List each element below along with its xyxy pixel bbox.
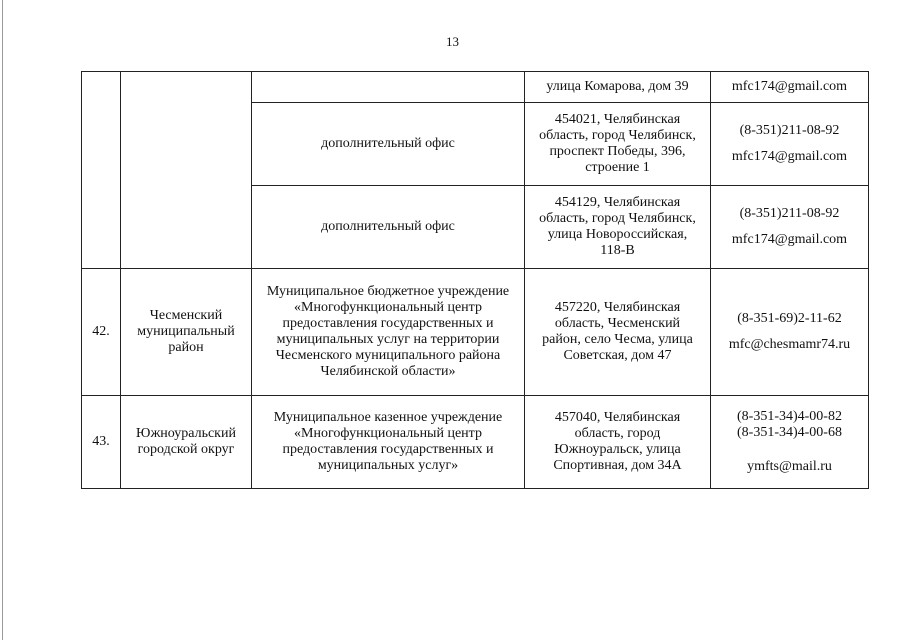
cell-contacts	[711, 186, 869, 269]
address-line: 457220, Челябинская	[554, 300, 681, 315]
organization-line: Чесменского муниципального района	[275, 348, 501, 363]
email-text: ymfts@mail.ru	[747, 459, 832, 474]
cell-number: 42.	[82, 269, 121, 396]
phone-text: (8-351-69)2-11-62	[737, 311, 842, 326]
phone-text: (8-351-34)4-00-82	[737, 409, 842, 424]
address-line: Спортивная, дом 34А	[553, 458, 682, 473]
address-line: улица Новороссийская,	[547, 227, 688, 242]
municipality-line: Южноуральский	[136, 426, 236, 441]
cell-address	[525, 186, 711, 269]
cell-address	[525, 72, 711, 103]
cell-organization	[252, 269, 525, 396]
cell-number	[82, 72, 121, 269]
table-row	[82, 72, 869, 103]
email-text: mfc174@gmail.com	[731, 79, 848, 94]
municipality-line: городской округ	[137, 442, 235, 457]
cell-municipality	[121, 269, 252, 396]
organization-line: муниципальных услуг на территории	[276, 332, 500, 347]
cell-address	[525, 396, 711, 489]
organization-line: Муниципальное бюджетное учреждение	[266, 284, 510, 299]
cell-number: 43.	[82, 396, 121, 489]
cell-contacts	[711, 396, 869, 489]
phone-text: (8-351-34)4-00-68	[737, 425, 842, 440]
address-line: строение 1	[585, 160, 650, 175]
address-line: область, город Челябинск,	[539, 211, 696, 226]
cell-address	[525, 103, 711, 186]
address-line: Советская, дом 47	[563, 348, 672, 363]
address-line: 454129, Челябинская	[554, 195, 681, 210]
address-line: 457040, Челябинская	[554, 410, 681, 425]
address-line: область, город Челябинск,	[539, 128, 696, 143]
cell-organization	[252, 72, 525, 103]
mfc-table	[81, 71, 869, 489]
cell-contacts	[711, 103, 869, 186]
phone-text: (8-351)211-08-92	[739, 206, 840, 221]
phone-text: (8-351)211-08-92	[739, 123, 840, 138]
email-text: mfc174@gmail.com	[731, 149, 848, 164]
address-line: Южноуральск, улица	[554, 442, 681, 457]
cell-organization	[252, 186, 525, 269]
address-line: 118-В	[600, 243, 635, 258]
cell-organization	[252, 103, 525, 186]
cell-contacts	[711, 72, 869, 103]
cell-contacts	[711, 269, 869, 396]
table-row	[82, 396, 869, 489]
organization-line: Муниципальное казенное учреждение	[273, 410, 503, 425]
address-line: 454021, Челябинская	[554, 112, 681, 127]
cell-address	[525, 269, 711, 396]
office-type: дополнительный офис	[321, 136, 455, 151]
address-line: проспект Победы, 396,	[549, 144, 686, 159]
office-type: дополнительный офис	[321, 219, 455, 234]
organization-line: предоставления государственных и	[282, 316, 494, 331]
address-line: область, Чесменский	[554, 316, 681, 331]
cell-municipality	[121, 72, 252, 269]
organization-line: Челябинской области»	[320, 364, 456, 379]
municipality-line: Чесменский	[149, 308, 223, 323]
cell-municipality	[121, 396, 252, 489]
municipality-line: муниципальный	[137, 324, 235, 339]
table-row	[82, 269, 869, 396]
address-line: область, город	[574, 426, 661, 441]
page-number: 13	[446, 34, 459, 49]
scan-edge-line	[2, 0, 3, 640]
email-text: mfc@chesmamr74.ru	[728, 337, 851, 352]
address-line: район, село Чесма, улица	[542, 332, 693, 347]
organization-line: предоставления государственных и	[282, 442, 494, 457]
cell-organization	[252, 396, 525, 489]
address-line: улица Комарова, дом 39	[546, 79, 689, 94]
organization-line: муниципальных услуг»	[317, 458, 459, 473]
organization-line: «Многофункциональный центр	[294, 300, 482, 315]
municipality-line: район	[168, 340, 204, 355]
email-text: mfc174@gmail.com	[731, 232, 848, 247]
organization-line: «Многофункциональный центр	[294, 426, 482, 441]
